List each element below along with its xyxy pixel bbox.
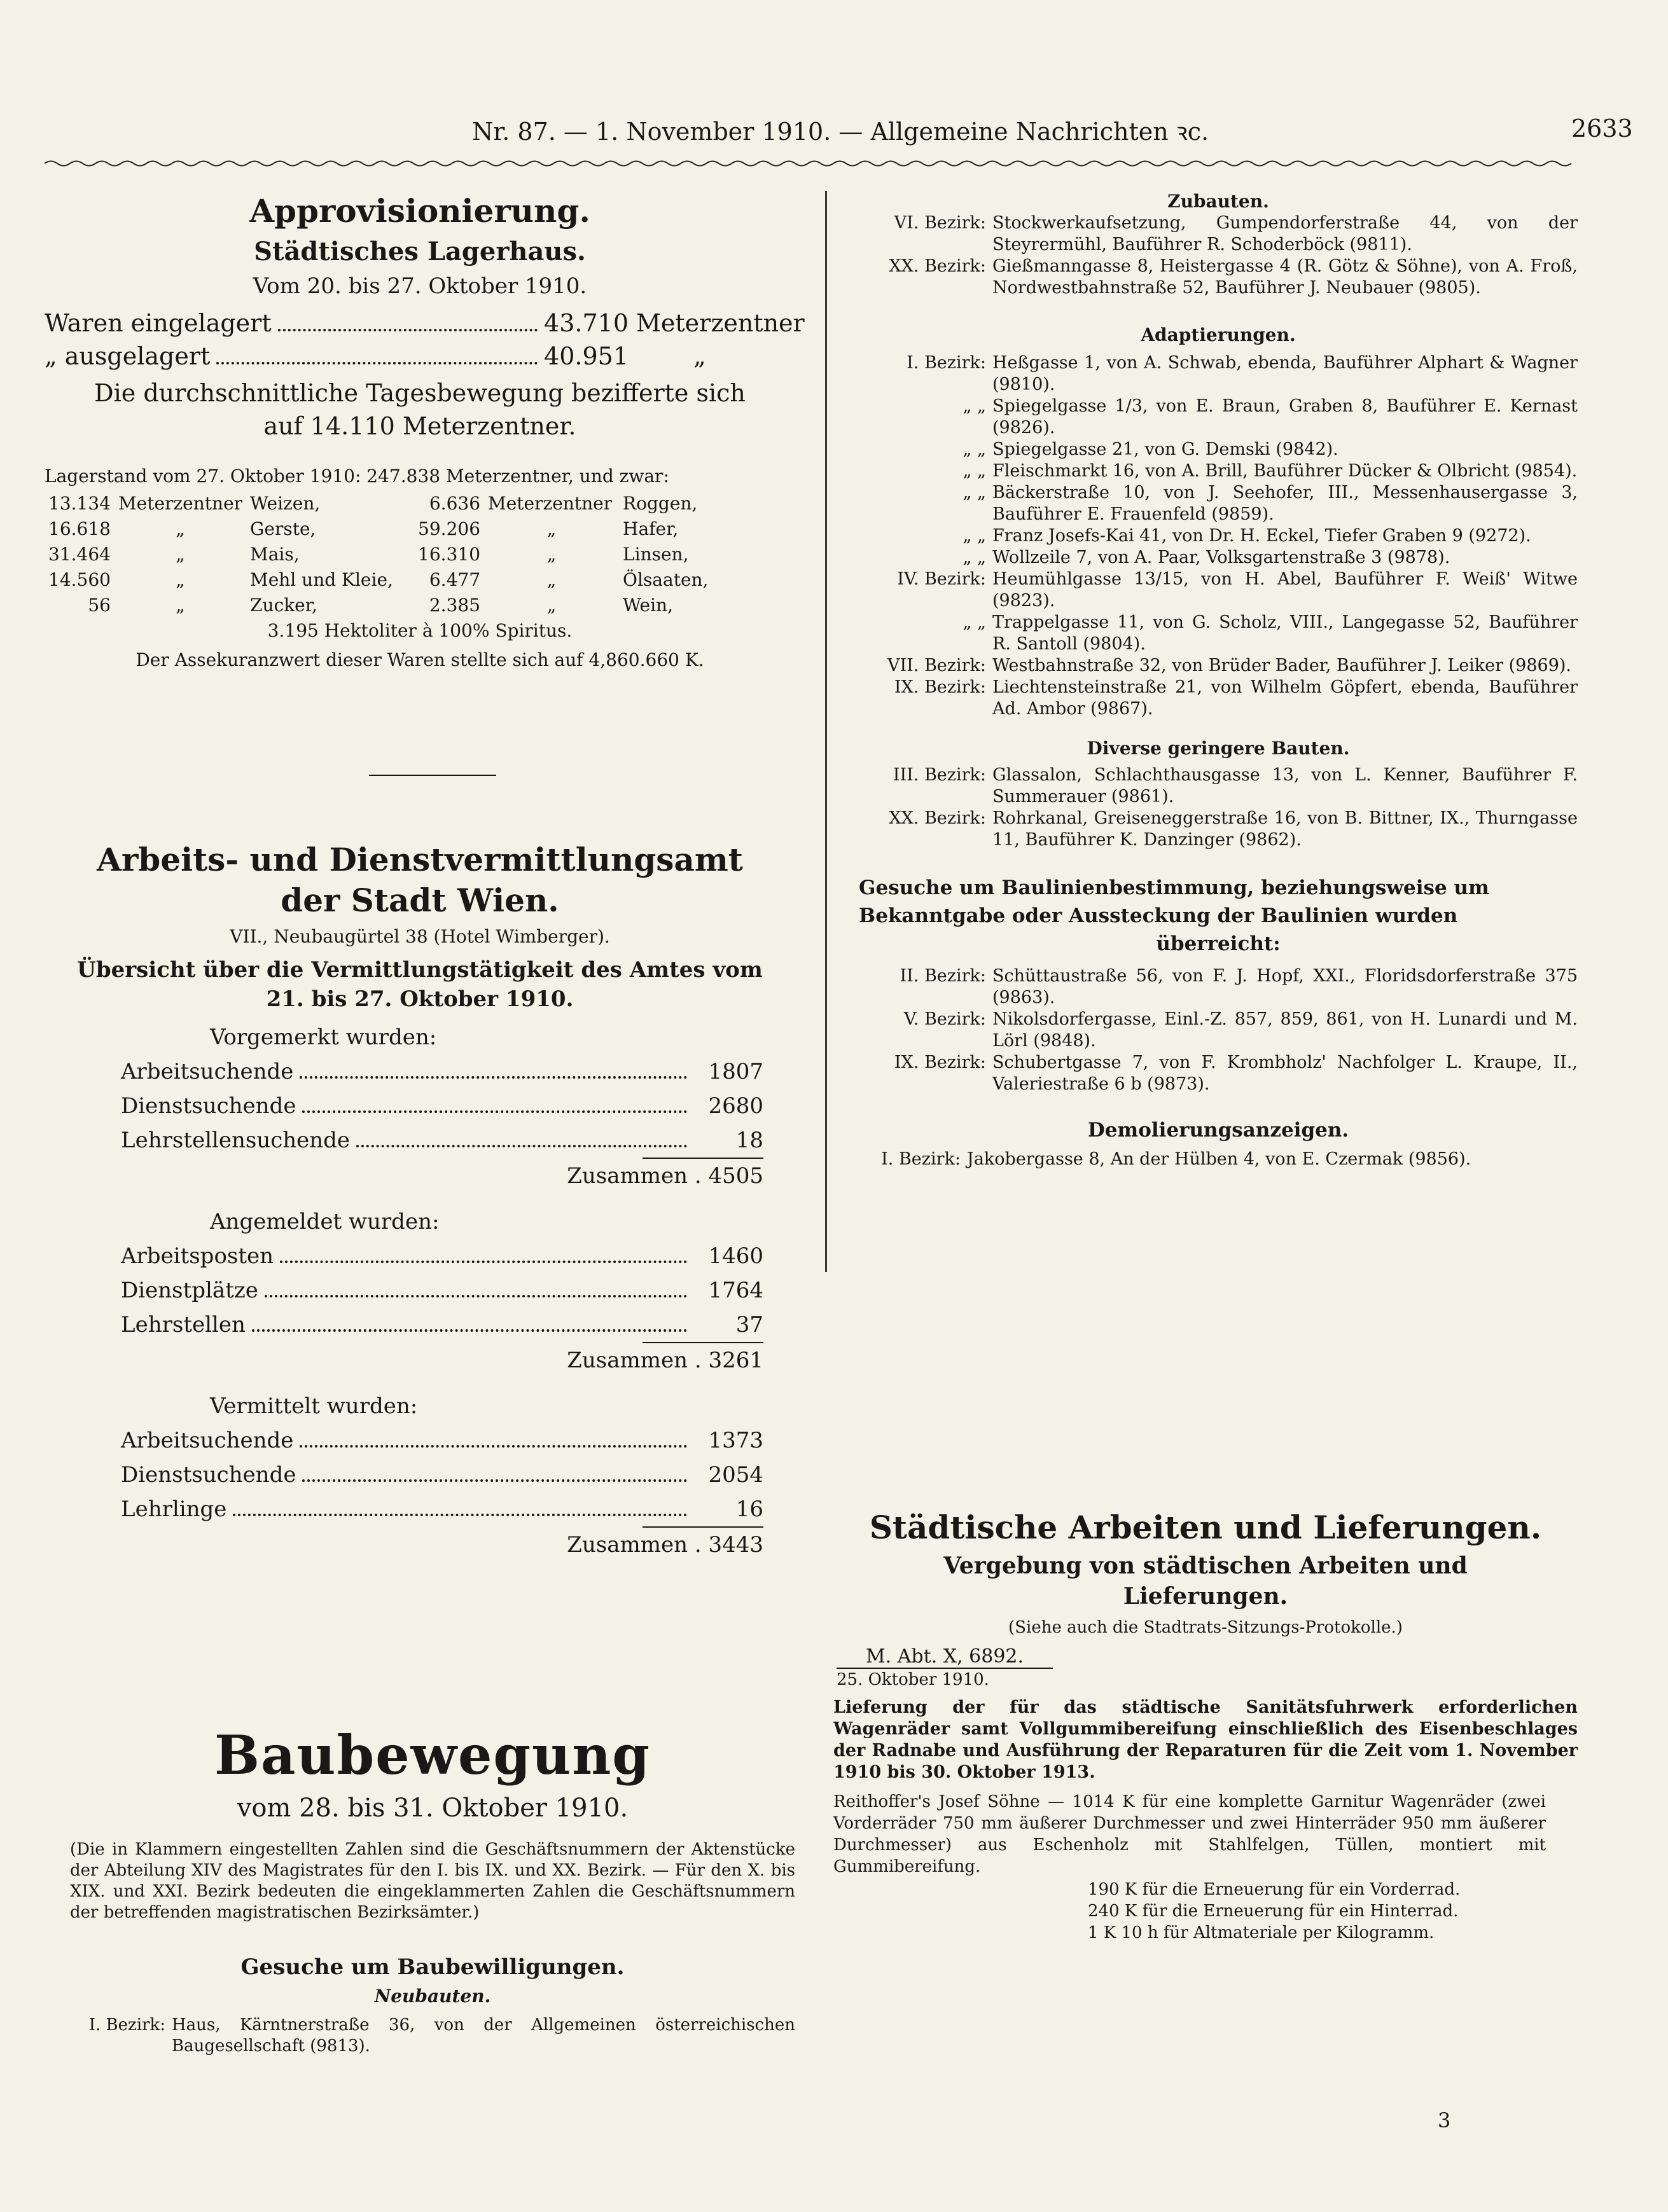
approv-subtitle: Städtisches Lagerhaus. [254, 237, 586, 266]
stock-row: 31.464 „ Mais, 16.310 „ Linsen, [48, 544, 689, 565]
stats-group [121, 1423, 763, 1562]
approv-row-unit: „ [693, 342, 706, 370]
adaptierung-entry: „ „ Trappelgasse 11, von G. Scholz, VIII., Langegasse 52, Bauführer R. Santoll (9804). [963, 612, 1578, 654]
page-header: Nr. 87. — 1. November 1910. — Allgemeine Nachrichten ꝛc. [472, 118, 1209, 146]
diverse-list [859, 764, 1578, 851]
staedtische-firm: Reithoffer's Josef Söhne — 1014 K für eine komplette Garnitur Wagenräder (zwei Vorderräder 750 mm äußerer Durchmesser und zwei Hinterräder 950 mm äußerer Durchmesser) aus Eschenholz mit Stahlfelgen, Tüllen, montiert mit Gummibereifung. [833, 1792, 1546, 1876]
staedtische-ref-block [837, 1646, 1053, 1690]
arbeitsamt-overview-line2: 21. bis 27. Oktober 1910. [266, 986, 574, 1012]
page-number: 2633 [1571, 114, 1633, 142]
column-separator [825, 191, 827, 1272]
arbeitsamt-title-line2: der Stadt Wien. [281, 881, 559, 919]
staedtische-lieferung: Lieferung der für das städtische Sanitätsfuhrwerk erforderlichen Wagenräder samt Vollgummibereifung einschließlich des Eisenbeschlages der Radnabe und Ausführung der Reparaturen für die Zeit vom 1. November 1910 bis 30. Oktober 1913. [833, 1697, 1578, 1782]
stats-row: Arbeitsuchende 1807 [121, 1059, 763, 1084]
arbeitsamt-title-line1: Arbeits- und Dienstvermittlungsamt [97, 841, 743, 878]
diverse-entry: XX. Bezirk: Rohrkanal, Greiseneggerstraße 16, von B. Bittner, IX., Thurngasse 11, Bauführer K. Danzinger (9862). [889, 808, 1578, 850]
stats-group [121, 1239, 763, 1378]
baubewegung-title: Baubewegung [214, 1724, 651, 1787]
approv-average: Die durchschnittliche Tagesbewegung bezifferte sich auf 14.110 Meterzentner. [94, 379, 746, 440]
header-wavy-rule [45, 159, 1578, 168]
price-line: 190 K für die Erneuerung für ein Vorderrad. [1088, 1880, 1461, 1899]
price-line: 1 K 10 h für Altmateriale per Kilogramm. [1088, 1923, 1435, 1942]
baulinien-entry: II. Bezirk: Schüttaustraße 56, von F. J. Hopf, XXI., Floridsdorferstraße 375 (9863). [900, 966, 1578, 1007]
demolierung-entry: I. Bezirk: Jakobergasse 8, An der Hülben 4, von E. Czermak (9856). [881, 1149, 1471, 1169]
staedtische-section [833, 1507, 1578, 1944]
adaptierung-entry: VII. Bezirk: Westbahnstraße 32, von Brüder Bader, Bauführer J. Leiker (9869). [887, 656, 1571, 675]
arbeitsamt-overview-line1: Übersicht über die Vermittlungstätigkeit des Amtes vom [77, 957, 763, 983]
stats-row: Dienstsuchende 2680 [121, 1093, 763, 1119]
arbeitsamt-address: VII., Neubaugürtel 38 (Hotel Wimberger). [230, 926, 610, 947]
adaptierung-entry: IX. Bezirk: Liechtensteinstraße 21, von Wilhelm Göpfert, ebenda, Bauführer Ad. Ambor (9867). [894, 677, 1578, 719]
approv-title: Approvisionierung. [249, 192, 590, 230]
approv-row-value: 40.951 [544, 342, 629, 370]
adaptierung-entry: „ „ Fleischmarkt 16, von A. Brill, Bauführer Dücker & Olbricht (9854). [963, 461, 1578, 481]
staedtische-date: 25. Oktober 1910. [837, 1670, 989, 1689]
arbeitsamt-stats [121, 1020, 770, 1562]
adaptierungen-heading: Adaptierungen. [1141, 324, 1296, 345]
neubauten-heading: Neubauten. [374, 1986, 491, 2007]
staedtische-subtitle-1: Vergebung von städtischen Arbeiten und [943, 1552, 1468, 1579]
staedtische-subtitle-2: Lieferungen. [1123, 1583, 1288, 1610]
stock-intro: Lagerstand vom 27. Oktober 1910: 247.838 Meterzentner, und zwar: [45, 466, 669, 487]
adaptierung-entry: „ „ Spiegelgasse 21, von G. Demski (9842). [963, 439, 1338, 459]
stock-row: 14.560 „ Mehl und Kleie, 6.477 „ Ölsaaten, [48, 569, 709, 590]
zubauten-entry: XX. Bezirk: Gießmanngasse 8, Heistergasse 4 (R. Götz & Söhne), von A. Froß, Nordwestbahnstraße 52, Bauführer J. Neubauer (9805). [889, 256, 1578, 298]
approv-rows [45, 307, 805, 373]
baulinien-heading: Gesuche um Baulinienbestimmung, beziehungsweise um Bekanntgabe oder Aussteckung der Baulinien wurden überreicht: [859, 876, 1489, 955]
stats-row: Arbeitsuchende 1373 [121, 1428, 763, 1453]
approv-row [45, 307, 805, 340]
staedtische-prices [1088, 1879, 1578, 1944]
approv-row [45, 340, 795, 373]
stats-group-heading: Vorgemerkt wurden: [210, 1025, 437, 1050]
approv-row-unit: Meterzentner [636, 309, 805, 337]
stats-total: Zusammen . 3261 [567, 1348, 763, 1373]
diverse-heading: Diverse geringere Bauten. [1087, 738, 1350, 759]
stats-group-heading: Angemeldet wurden: [210, 1209, 440, 1234]
adaptierung-entry: „ „ Spiegelgasse 1/3, von E. Braun, Graben 8, Bauführer E. Kernast (9826). [963, 396, 1578, 438]
baulinien-entry: IX. Bezirk: Schubertgasse 7, von F. Krombholz' Nachfolger L. Kraupe, II., Valeriestraße 6 b (9873). [894, 1053, 1578, 1094]
staedtische-title: Städtische Arbeiten und Lieferungen. [869, 1509, 1542, 1546]
stock-spiritus: 3.195 Hektoliter à 100% Spiritus. [267, 620, 573, 641]
zubauten-heading: Zubauten. [1167, 191, 1269, 212]
baubewegung-section [70, 1724, 795, 2057]
footer-number: 3 [1438, 2108, 1451, 2133]
baubewegung-note: (Die in Klammern eingestellten Zahlen sind die Geschäftsnummern der Aktenstücke der Abteilung XIV des Magistrates für den I. bis IX. und XX. Bezirk. — Für den X. bis XIX. und XXI. Bezirk bedeuten die eingeklammerten Zahlen die Geschäftsnummern der betreffenden magistratischen Bezirksämter.) [70, 1840, 795, 1922]
stats-group-heading: Vermittelt wurden: [210, 1393, 418, 1419]
price-line: 240 K für die Erneuerung für ein Hinterrad. [1088, 1902, 1459, 1921]
demolierung-list [859, 1149, 1578, 1170]
stock-insurance: Der Assekuranzwert dieser Waren stellte sich auf 4,860.660 K. [136, 649, 704, 670]
baulinien-list [859, 965, 1578, 1095]
baulinien-entry: V. Bezirk: Nikolsdorfergasse, Einl.-Z. 857, 859, 861, von H. Lunardi und M. Lörl (9848). [904, 1009, 1578, 1051]
stats-total: Zusammen . 4505 [567, 1163, 763, 1189]
stock-row: 56 „ Zucker, 2.385 „ Wein, [88, 595, 673, 616]
staedtische-note: (Siehe auch die Stadtrats-Sitzungs-Protokolle.) [1008, 1618, 1403, 1637]
stats-group [121, 1054, 763, 1193]
diverse-entry: III. Bezirk: Glassalon, Schlachthausgasse 13, von L. Kenner, Bauführer F. Summerauer (9861). [893, 765, 1578, 806]
gesuche-heading: Gesuche um Baubewilligungen. [240, 1954, 625, 1980]
stats-row: Lehrlinge 16 [121, 1497, 763, 1522]
approv-section [45, 191, 805, 673]
zubauten-entry: VI. Bezirk: Stockwerkaufsetzung, Gumpendorferstraße 44, von der Steyrermühl, Bauführer R. Schoderböck (9811). [894, 213, 1578, 254]
adaptierung-entry: IV. Bezirk: Heumühlgasse 13/15, von H. Abel, Bauführer F. Weiß' Witwe (9823). [897, 569, 1578, 611]
demolierung-heading: Demolierungsanzeigen. [1087, 1119, 1349, 1142]
approv-row-label: „ ausgelagert [45, 342, 211, 370]
neubau-entry: I. Bezirk: Haus, Kärntnerstraße 36, von der Allgemeinen österreichischen Baugesellschaft (9813). [88, 2015, 795, 2056]
adaptierungen-list [859, 352, 1578, 720]
approv-row-value: 43.710 [544, 309, 629, 337]
stats-row: Lehrstellen 37 [121, 1312, 763, 1338]
baubewegung-period: vom 28. bis 31. Oktober 1910. [237, 1794, 629, 1823]
arbeitsamt-section [45, 840, 795, 1562]
approv-period: Vom 20. bis 27. Oktober 1910. [253, 273, 587, 299]
approv-row-label: Waren eingelagert [45, 309, 272, 337]
stock-row: 16.618 „ Gerste, 59.206 „ Hafer, [48, 518, 679, 539]
staedtische-ref: M. Abt. X, 6892. [865, 1645, 1024, 1668]
stats-row: Arbeitsposten 1460 [121, 1243, 763, 1269]
stats-row: Dienstplätze 1764 [121, 1278, 763, 1303]
section-divider [369, 775, 496, 776]
stats-total: Zusammen . 3443 [567, 1532, 763, 1558]
adaptierung-entry: I. Bezirk: Heßgasse 1, von A. Schwab, ebenda, Bauführer Alphart & Wagner (9810). [907, 353, 1578, 394]
adaptierung-entry: „ „ Wollzeile 7, von A. Paar, Volksgartenstraße 3 (9878). [963, 548, 1450, 567]
right-column [859, 191, 1578, 1170]
stock-table [45, 491, 712, 618]
adaptierung-entry: „ „ Franz Josefs-Kai 41, von Dr. H. Eckel, Tiefer Graben 9 (9272). [963, 526, 1531, 546]
stock-row: 13.134 Meterzentner Weizen, 6.636 Meterzentner Roggen, [48, 493, 698, 514]
adaptierung-entry: „ „ Bäckerstraße 10, von J. Seehofer, III., Messenhausergasse 3, Bauführer E. Frauenfeld (9859). [963, 483, 1578, 524]
stats-row: Lehrstellensuchende 18 [121, 1128, 763, 1153]
stats-row: Dienstsuchende 2054 [121, 1462, 763, 1488]
